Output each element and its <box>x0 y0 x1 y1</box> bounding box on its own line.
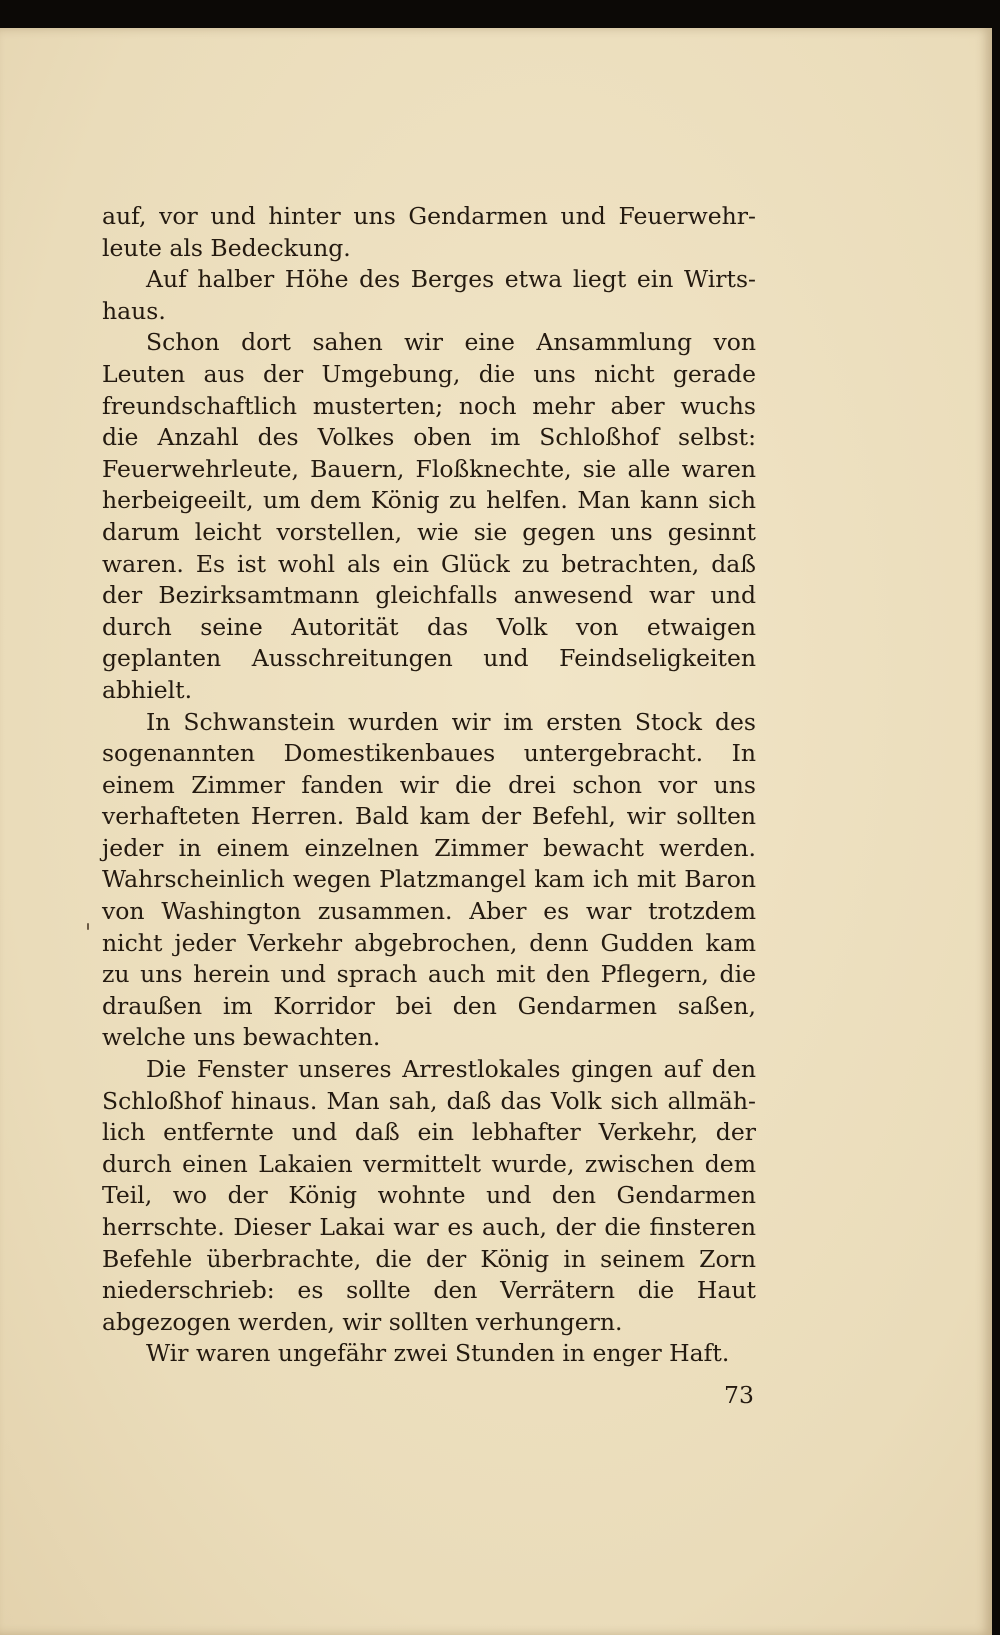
paragraph-4: In Schwanstein wurden wir im ersten Stock des sogenannten Domestikenbaues untergebracht. In einem Zimmer fanden wir die drei schon vor uns verhafteten Herren. Bald kam der Befehl, wir sollten jeder in einem einzelnen Zimmer bewacht werden. Wahrscheinlich wegen Platzmangel kam ich mit Baron von Washington zusammen. Aber es war trotzdem nicht jeder Verkehr abgebrochen, denn Gudden kam zu uns herein und sprach auch mit den Pflegern, die draußen im Korridor bei den Gendarmen saßen, welche uns bewachten. <box>102 707 756 1052</box>
paragraph-2: Auf halber Höhe des Berges etwa liegt ein Wirtshaus. <box>102 265 756 325</box>
paragraph-5: Die Fenster unseres Arrestlokales gingen auf den Schloßhof hinaus. Man sah, daß das Volk sich allmählich entfernte und daß ein lebhafter Verkehr, der durch einen Lakaien vermittelt wurde, zwischen dem Teil, wo der König wohnte und den Gendarmen herrschte. Dieser Lakai war es auch, der die finsteren Befehle überbrachte, die der König in seinem Zorn niederschrieb: es sollte den Verrätern die Haut abgezogen werden, wir sollten verhungern. <box>102 1055 756 1336</box>
paragraph-6: Wir waren ungefähr zwei Stunden in enger Haft. <box>146 1339 730 1368</box>
paragraph-1: auf, vor und hinter uns Gendarmen und Feuerwehrleute als Bedeckung. <box>102 202 756 262</box>
book-page <box>0 28 992 1635</box>
page-number: 73 <box>724 1381 754 1409</box>
body-text <box>102 201 756 1370</box>
paper-speck <box>87 923 89 930</box>
paragraph-3: Schon dort sahen wir eine Ansammlung von Leuten aus der Umgebung, die uns nicht gerade freundschaftlich musterten; noch mehr aber wuchs die Anzahl des Volkes oben im Schloßhof selbst: Feuerwehrleute, Bauern, Floßknechte, sie alle waren herbeigeeilt, um dem König zu helfen. Man kann sich darum leicht vorstellen, wie sie gegen uns gesinnt waren. Es ist wohl als ein Glück zu betrachten, daß der Bezirksamtmann gleichfalls anwesend war und durch seine Autorität das Volk von etwaigen geplanten Ausschreitungen und Feindseligkeiten abhielt. <box>102 328 756 704</box>
